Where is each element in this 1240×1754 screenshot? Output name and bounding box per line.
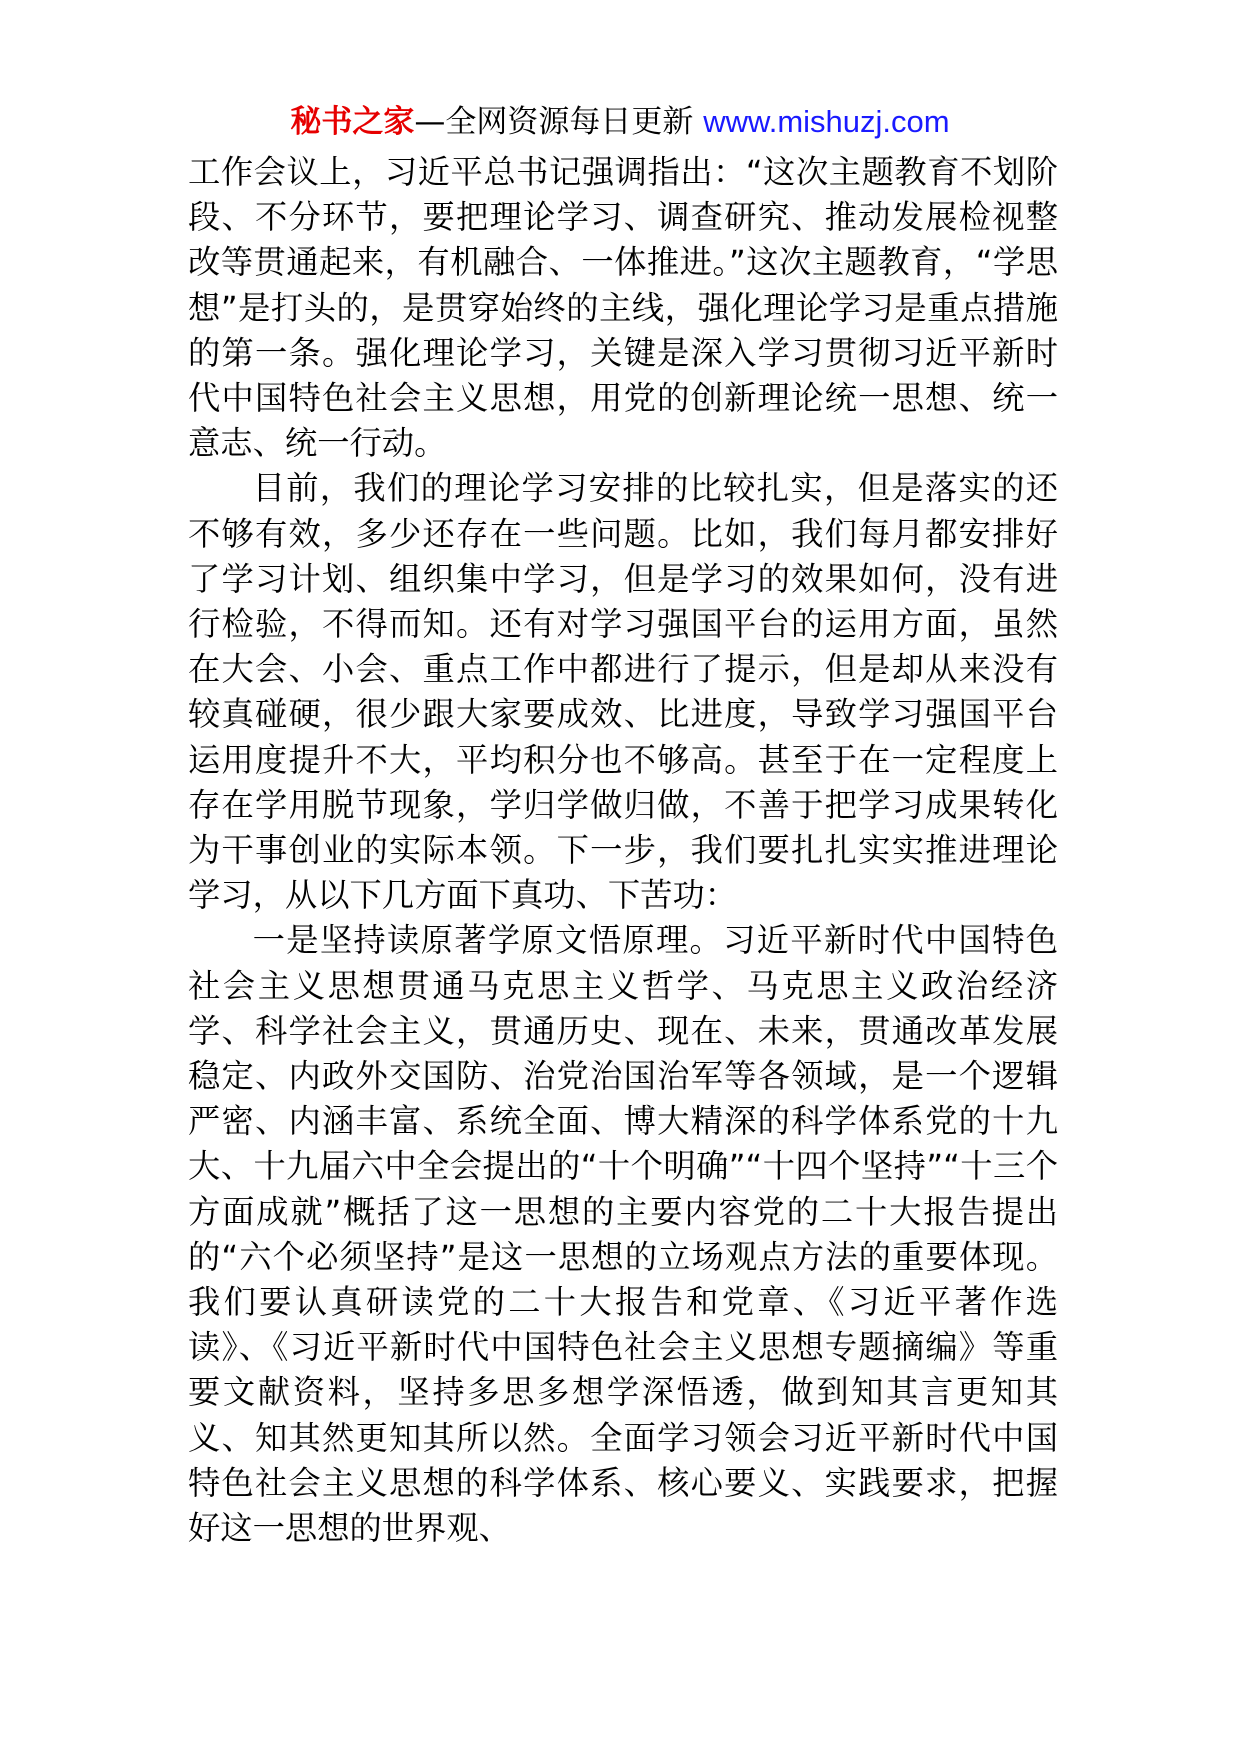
- brand-name: 秘书之家: [290, 104, 415, 140]
- header-tagline: —全网资源每日更新: [414, 104, 694, 140]
- paragraph-3: 一是坚持读原著学原文悟原理。习近平新时代中国特色社会主义思想贯通马克思主义哲学、马克思主义政治经济学、科学社会主义，贯通历史、现在、未来，贯通改革发展稳定、内政外交国防、治党治国治军等各领域，是一个逻辑严密、内涵丰富、系统全面、博大精深的科学体系党的十九大、十九届六中全会提出的“十个明确”“十四个坚持”“十三个方面成就”概括了这一思想的主要内容党的二十大报告提出的“六个必须坚持”是这一思想的立场观点方法的重要体现。我们要认真研读党的二十大报告和党章、《习近平著作选读》、《习近平新时代中国特色社会主义思想专题摘编》等重要文献资料，坚持多思多想学深悟透，做到知其言更知其义、知其然更知其所以然。全面学习领会习近平新时代中国特色社会主义思想的科学体系、核心要义、实践要求，把握好这一思想的世界观、: [188, 921, 1058, 1548]
- page-header: [0, 100, 1240, 144]
- site-url-link[interactable]: www.mishuzj.com: [703, 104, 950, 139]
- document-body: [188, 150, 1058, 1551]
- paragraph-1: 工作会议上，习近平总书记强调指出：“这次主题教育不划阶段、不分环节，要把理论学习、调查研究、推动发展检视整改等贯通起来，有机融合、一体推进。”这次主题教育，“学思想”是打头的，是贯穿始终的主线，强化理论学习是重点措施的第一条。强化理论学习，关键是深入学习贯彻习近平新时代中国特色社会主义思想，用党的创新理论统一思想、统一意志、统一行动。: [188, 153, 1058, 463]
- paragraph-2: 目前，我们的理论学习安排的比较扎实，但是落实的还不够有效，多少还存在一些问题。比如，我们每月都安排好了学习计划、组织集中学习，但是学习的效果如何，没有进行检验，不得而知。还有对学习强国平台的运用方面，虽然在大会、小会、重点工作中都进行了提示，但是却从来没有较真碰硬，很少跟大家要成效、比进度，导致学习强国平台运用度提升不大，平均积分也不够高。甚至于在一定程度上存在学用脱节现象，学归学做归做，不善于把学习成果转化为干事创业的实际本领。下一步，我们要扎扎实实推进理论学习，从以下几方面下真功、下苦功：: [188, 469, 1058, 915]
